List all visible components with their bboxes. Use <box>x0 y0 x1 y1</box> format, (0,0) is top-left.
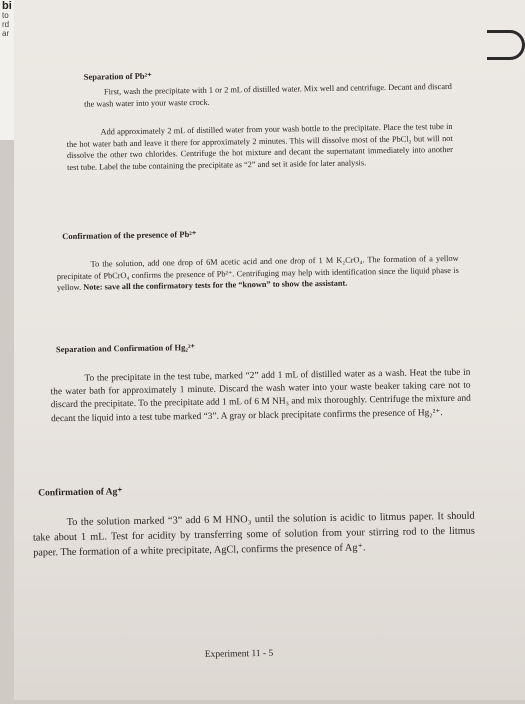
pb-separation-paragraph-2: Add approximately 2 mL of distilled water from your wash bottle to the precipitate. Place the test tube in the hot water bath and leave it there for approximately 2 minutes. This will dissolve most of the PbCl₂ but will not dissolve the other two chlorides. Centrifuge the hot mixture and decant the supernatant immediately into another test tube. Label the tube containing the precipitate as “2” and set it aside for later analysis. <box>66 121 453 172</box>
page-footer: Experiment 11 - 5 <box>204 648 274 660</box>
edge-text-2: to <box>2 11 9 20</box>
edge-text-3: rd <box>2 20 10 29</box>
pb-confirmation-paragraph <box>57 253 459 294</box>
hg-paragraph: To the precipitate in the test tube, marked “2” add 1 mL of distilled water as a wash. Heat the tube in the water bath for approximately 1 minute. Discard the wash water into your waste beaker taking care not to discard the precipitate. To the precipitate add 1 mL of 6 M NH₃ and mix thoroughly. Centrifuge the mixture and decant the liquid into a test tube marked “3”. A gray or black precipitate confirms the presence of Hg₂²⁺. <box>50 367 471 424</box>
pb-confirmation-heading: Confirmation of the presence of Pb²⁺ <box>62 228 197 242</box>
pb-confirmation-note: Note: save all the confirmatory tests for the “known” to show the assistant. <box>83 278 348 292</box>
ag-heading: Confirmation of Ag⁺ <box>38 487 123 499</box>
edge-text-4: ar <box>2 29 10 38</box>
hg-heading: Separation and Confirmation of Hg₂²⁺ <box>55 342 196 355</box>
ag-paragraph: To the solution marked “3” add 6 M HNO₃ until the solution is acidic to litmus paper. It should take about 1 mL. Test for acidity by transferring some of solution from your stirring rod to the litmus paper. The formation of a white precipitate, AgCl, confirms the presence of Ag⁺. <box>32 510 475 559</box>
pb-separation-heading: Separation of Pb²⁺ <box>83 70 152 82</box>
pb-separation-paragraph-1: First, wash the precipitate with 1 or 2 mL of distilled water. Mix well and centrifuge. Decant and discard the wash water into your waste crock. <box>84 81 452 109</box>
pb-confirmation-text: To the solution, add one drop of 6M acetic acid and one drop of 1 M K₂CrO₄. The formation of a yellow precipitate of PbCrO₄ confirms the presence of Pb²⁺. Centrifuging may help with identification since the liquid phase is yellow. <box>56 253 459 293</box>
edge-text-1: bi <box>2 0 12 12</box>
